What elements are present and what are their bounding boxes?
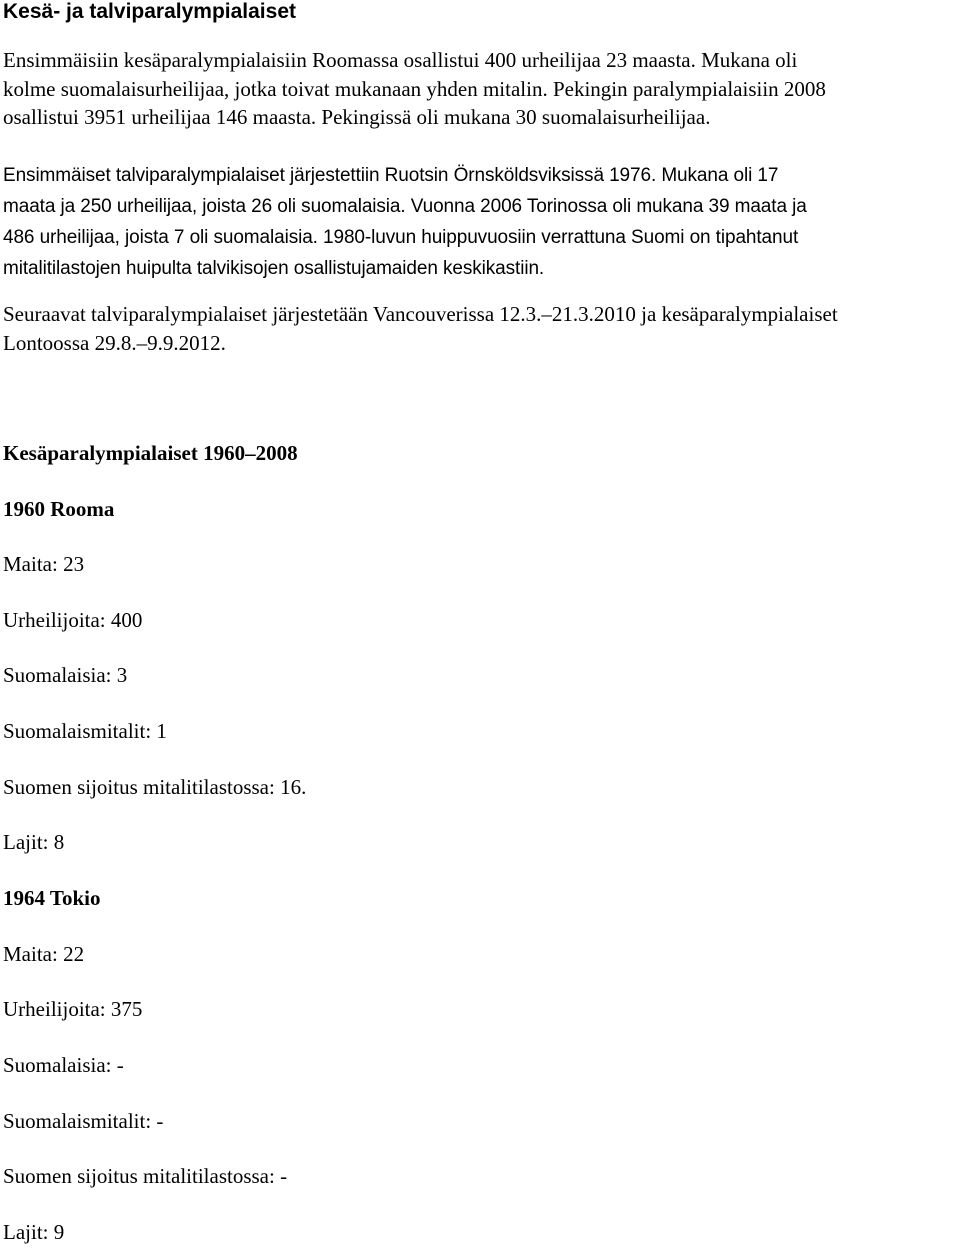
games-heading: 1964 Tokio xyxy=(3,886,101,910)
intro-paragraph-2 xyxy=(3,160,958,284)
document-title: Kesä- ja talviparalympialaiset xyxy=(3,0,296,23)
paragraph-line: 486 urheilijaa, joista 7 oli suomalaisia. 1980-luvun huippuvuosiin verrattuna Suomi on tipahtanut xyxy=(3,227,799,248)
intro-paragraph-3 xyxy=(3,300,958,357)
paragraph-line: osallistui 3951 urheilijaa 146 maasta. Pekingissä oli mukana 30 suomalaisurheilijaa. xyxy=(3,105,711,129)
paragraph-line: maata ja 250 urheilijaa, joista 26 oli suomalaisia. Vuonna 2006 Torinossa oli mukana 39 maata ja xyxy=(3,196,807,217)
paragraph-line: Seuraavat talviparalympialaiset järjestetään Vancouverissa 12.3.–21.3.2010 ja kesäparalympialaiset xyxy=(3,302,838,326)
paragraph-line: kolme suomalaisurheilijaa, jotka toivat mukanaan yhden mitalin. Pekingin paralympialaisiin 2008 xyxy=(3,76,826,101)
paragraph-line: Ensimmäiset talviparalympialaiset järjestettiin Ruotsin Örnsköldsviksissä 1976. Mukana oli 17 xyxy=(3,165,779,186)
games-sports: Lajit: 9 xyxy=(3,1220,65,1244)
games-sports: Lajit: 8 xyxy=(3,830,65,854)
games-finland-rank: Suomen sijoitus mitalitilastossa: 16. xyxy=(3,775,307,799)
games-heading: 1960 Rooma xyxy=(3,497,115,521)
games-countries: Maita: 22 xyxy=(3,942,85,966)
paragraph-line: Ensimmäisiin kesäparalympialaisiin Roomassa osallistui 400 urheilijaa 23 maasta. Mukana oli xyxy=(3,48,798,72)
games-finland-rank: Suomen sijoitus mitalitilastossa: - xyxy=(3,1164,288,1188)
games-athletes: Urheilijoita: 400 xyxy=(3,608,143,632)
paragraph-line: mitalitilastojen huipulta talvikisojen osallistujamaiden keskikastiin. xyxy=(3,258,545,279)
games-finnish-medals: Suomalaismitalit: - xyxy=(3,1109,164,1133)
intro-paragraph-1 xyxy=(3,46,958,132)
games-finns: Suomalaisia: - xyxy=(3,1053,124,1077)
games-finns: Suomalaisia: 3 xyxy=(3,663,128,687)
games-countries: Maita: 23 xyxy=(3,552,85,576)
section-heading: Kesäparalympialaiset 1960–2008 xyxy=(3,441,298,465)
games-finnish-medals: Suomalaismitalit: 1 xyxy=(3,719,167,743)
paragraph-line: Lontoossa 29.8.–9.9.2012. xyxy=(3,330,226,355)
games-athletes: Urheilijoita: 375 xyxy=(3,997,143,1021)
